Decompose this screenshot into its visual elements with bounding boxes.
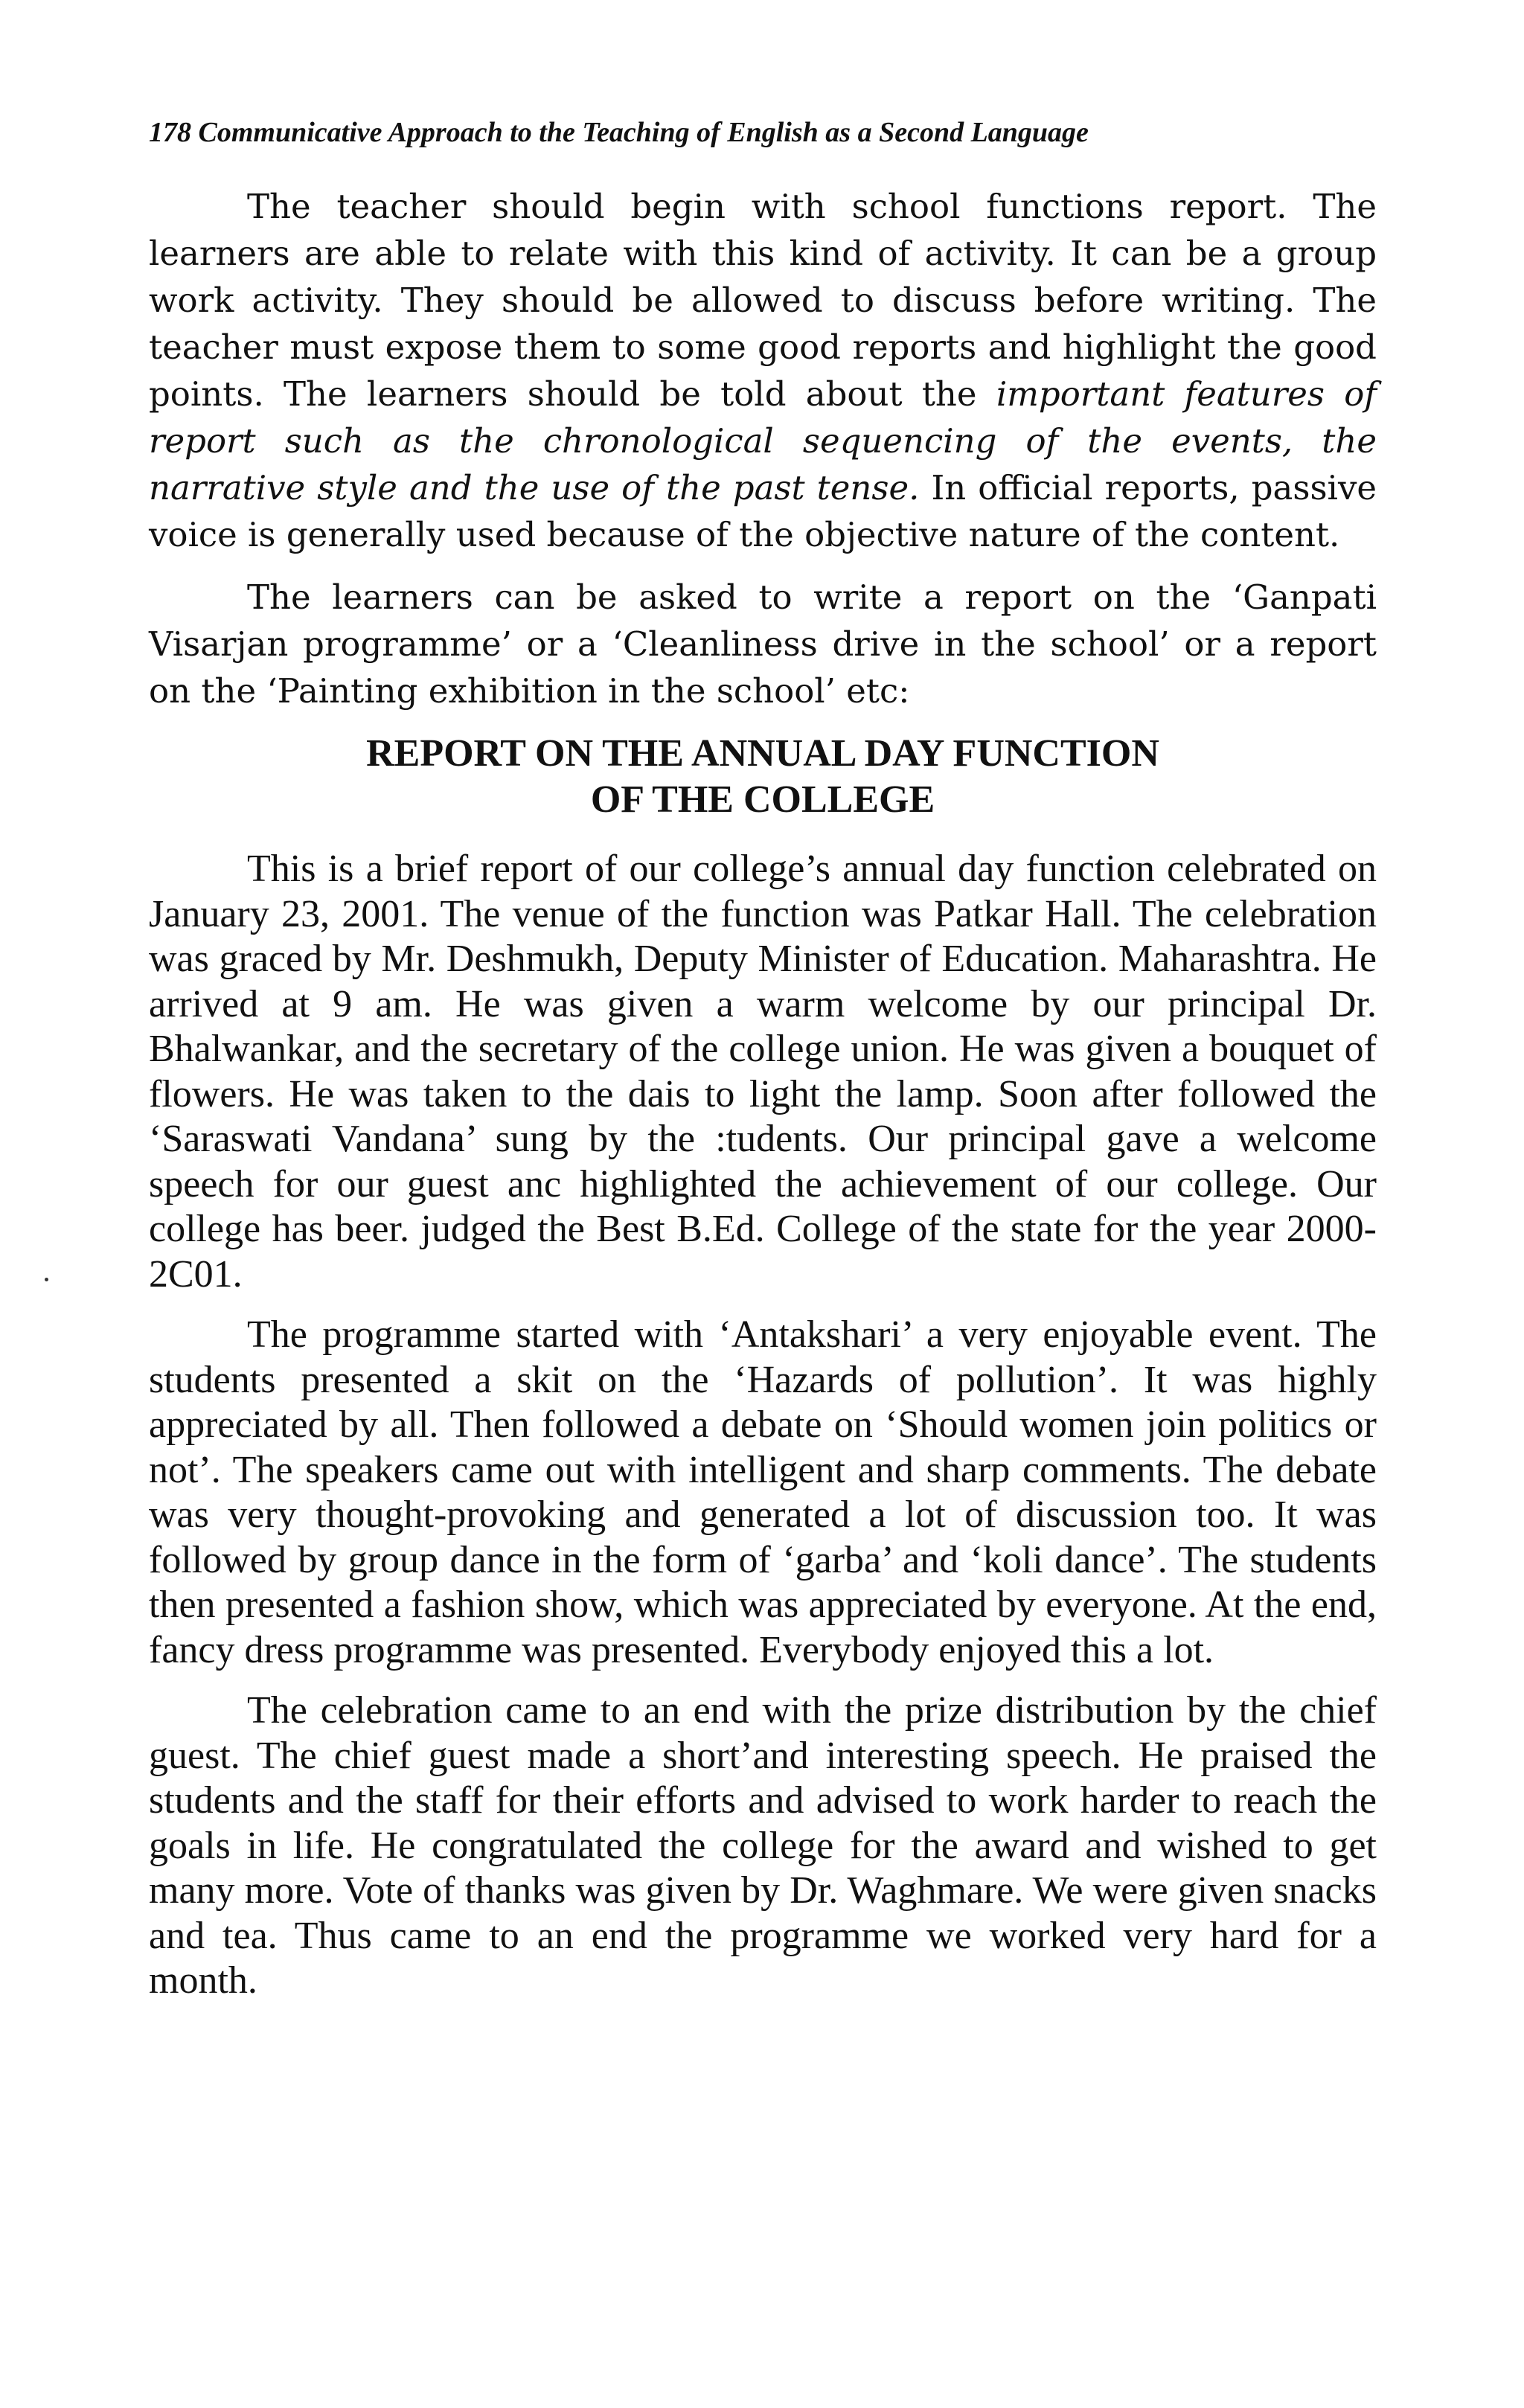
report-paragraph-2: The programme started with ‘Antakshari’ a very enjoyable event. The students presented a skit on the ‘Hazards of pollution’. It was highly appreciated by all. Then followed a debate on ‘Should women join politics or not’. The speakers came out with intelligent and sharp comments. The debate was very thought-provoking and generated a lot of discussion too. It was followed by group dance in the form of ‘garba’ and ‘koli dance’. The students then presented a fashion show, which was appreciated by everyone. At the end, fancy dress programme was presented. Everybody enjoyed this a lot. bbox=[149, 1313, 1377, 1671]
paragraph-report-topics: The learners can be asked to write a report on the ‘Ganpati Visarjan programme’ or a ‘Cleanliness drive in the school’ or a report on the ‘Painting exhibition in the school’ etc: bbox=[149, 577, 1377, 711]
running-header bbox=[149, 112, 1377, 153]
paragraph-italic-text: important features of report such as the chronological sequencing of the events, the narrative style and the use of the past tense. bbox=[149, 374, 1377, 507]
page-number: 178 bbox=[149, 117, 191, 148]
book-title: Communicative Approach to the Teaching of English as a Second Language bbox=[198, 117, 1089, 148]
report-paragraph-1: This is a brief report of our college’s annual day function celebrated on January 23, 2001. The venue of the function was Patkar Hall. The celebration was graced by Mr. Deshmukh, Deputy Minister of Education. Maharashtra. He arrived at 9 am. He was given a warm welcome by our principal Dr. Bhalwankar, and the secretary of the college union. He was given a bouquet of flowers. He was taken to the dais to light the lamp. Soon after followed the ‘Saraswati Vandana’ sung by the :tudents. Our principal gave a welcome speech for our guest anc highlighted the achievement of our college. Our college has beer. judged the Best B.Ed. College of the state for the year 2000-2C01. bbox=[149, 848, 1377, 1296]
report-paragraph-3: The celebration came to an end with the prize distribution by the chief guest. The chief guest made a short’and interesting speech. He praised the students and the staff for their efforts and advised to work harder to reach the goals in life. He congratulated the college for the award and wished to get many more. Vote of thanks was given by Dr. Waghmare. We were given snacks and tea. Thus came to an end the programme we worked very hard for a month. bbox=[149, 1689, 1377, 2002]
scan-speck bbox=[45, 1278, 48, 1281]
paragraph-report-writing-intro bbox=[149, 183, 1377, 558]
report-heading bbox=[149, 731, 1377, 823]
paragraph-text: In official reports, passive voice is generally used because of the objective nature of the content. bbox=[149, 468, 1377, 554]
paragraph-text: The teacher should begin with school functions report. The learners are able to relate with this kind of activity. It can be a group work activity. They should be allowed to discuss before writing. The teacher must expose them to some good reports and highlight the good points. The learners should be told about the bbox=[149, 187, 1377, 414]
report-heading-line-2: OF THE COLLEGE bbox=[590, 778, 935, 821]
page-content bbox=[149, 112, 1377, 2020]
report-heading-line-1: REPORT ON THE ANNUAL DAY FUNCTION bbox=[366, 732, 1159, 775]
